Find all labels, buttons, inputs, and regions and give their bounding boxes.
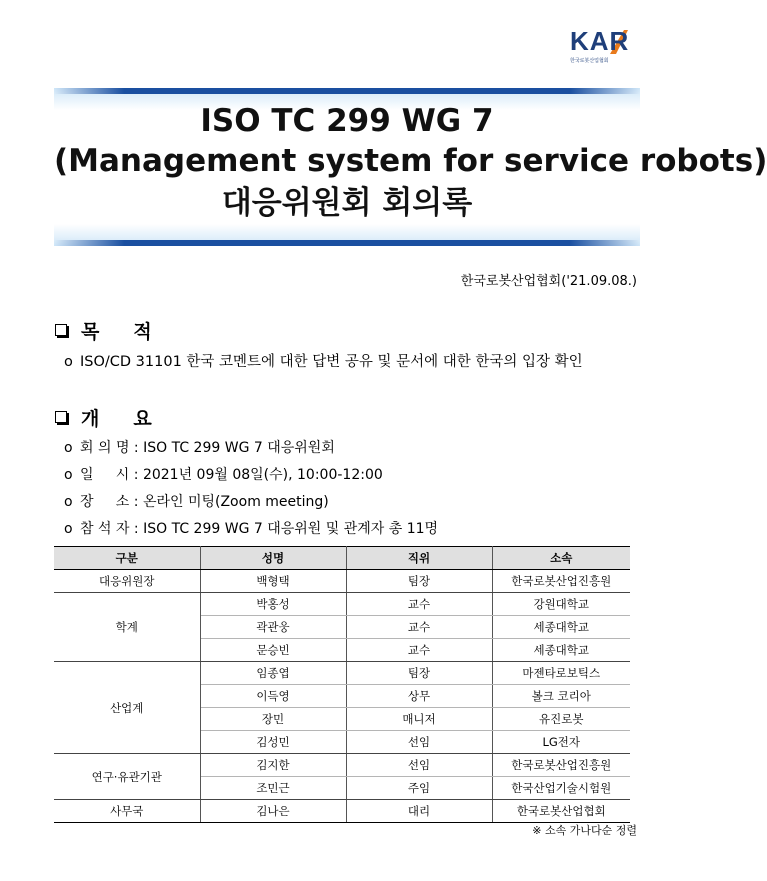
overview-item: o 회 의 명 : ISO TC 299 WG 7 대응위원회 — [64, 437, 335, 457]
position-cell: 교수 — [346, 616, 492, 639]
position-cell: 상무 — [346, 685, 492, 708]
sort-note: ※ 소속 가나다순 정렬 — [532, 824, 637, 837]
overview-item: o 장 소 : 온라인 미팅(Zoom meeting) — [64, 491, 329, 511]
position-cell: 교수 — [346, 639, 492, 662]
table-row — [54, 754, 630, 777]
position-cell: 선임 — [346, 754, 492, 777]
category-cell: 대응위원장 — [54, 570, 200, 593]
logo-letters: KAR — [570, 26, 630, 56]
position-cell: 주임 — [346, 777, 492, 800]
title-banner — [54, 88, 767, 246]
title-line-3: 대응위원회 회의록 — [221, 185, 473, 221]
heading-char: 목 — [81, 321, 100, 343]
name-cell: 김지한 — [200, 754, 346, 777]
bullet-marker: o — [64, 467, 73, 483]
item-label: 장 소 — [80, 494, 130, 510]
bullet-marker: o — [64, 440, 73, 456]
title-line-2: (Management system for service robots) — [54, 143, 767, 179]
position-cell: 팀장 — [346, 570, 492, 593]
item-value: ISO TC 299 WG 7 대응위원 및 관계자 총 11명 — [143, 521, 439, 537]
position-cell: 선임 — [346, 731, 492, 754]
name-cell: 백형택 — [200, 570, 346, 593]
overview-item: o 일 시 : 2021년 09월 08일(수), 10:00-12:00 — [64, 464, 383, 484]
purpose-text — [64, 350, 583, 371]
table-row — [54, 800, 630, 823]
name-cell: 장민 — [200, 708, 346, 731]
affiliation-cell: 마젠타로보틱스 — [492, 662, 630, 685]
item-label: 참 석 자 — [80, 521, 130, 537]
attendee-table — [54, 546, 630, 823]
checkbox-square-icon — [55, 324, 67, 336]
bullet-marker: o — [64, 494, 73, 510]
affiliation-cell: 한국로봇산업진흥원 — [492, 570, 630, 593]
affiliation-cell: LG전자 — [492, 731, 630, 754]
checkbox-square-icon — [55, 411, 67, 423]
section-heading-overview — [55, 404, 152, 431]
position-cell: 팀장 — [346, 662, 492, 685]
header-name: 성명 — [200, 547, 346, 570]
title-line-1: ISO TC 299 WG 7 — [200, 103, 494, 139]
affiliation-cell: 볼크 코리아 — [492, 685, 630, 708]
name-cell: 김나은 — [200, 800, 346, 823]
table-row — [54, 662, 630, 685]
affiliation-cell: 강원대학교 — [492, 593, 630, 616]
document-meta: 한국로봇산업협회('21.09.08.) — [460, 274, 637, 289]
affiliation-cell: 유진로봇 — [492, 708, 630, 731]
header-category: 구분 — [54, 547, 200, 570]
table-row — [54, 570, 630, 593]
name-cell: 문승빈 — [200, 639, 346, 662]
table-row — [54, 593, 630, 616]
name-cell: 김성민 — [200, 731, 346, 754]
logo-subtitle: 한국로봇산업협회 — [570, 58, 609, 64]
name-cell: 조민근 — [200, 777, 346, 800]
category-cell: 연구·유관기관 — [54, 754, 200, 800]
affiliation-cell: 한국로봇산업진흥원 — [492, 754, 630, 777]
position-cell: 매니저 — [346, 708, 492, 731]
section-heading-purpose — [55, 317, 152, 344]
item-label: 회 의 명 — [80, 440, 130, 456]
heading-char: 개 — [81, 408, 100, 430]
name-cell: 임종엽 — [200, 662, 346, 685]
name-cell: 곽관웅 — [200, 616, 346, 639]
purpose-value: ISO/CD 31101 한국 코멘트에 대한 답변 공유 및 문서에 대한 한국의 입장 확인 — [80, 354, 583, 370]
position-cell: 대리 — [346, 800, 492, 823]
item-value: 온라인 미팅(Zoom meeting) — [142, 494, 329, 510]
table-header-row — [54, 547, 630, 570]
header-affiliation: 소속 — [492, 547, 630, 570]
affiliation-cell: 한국산업기술시험원 — [492, 777, 630, 800]
bullet-marker: o — [64, 521, 73, 537]
heading-char: 적 — [133, 321, 152, 343]
header-position: 직위 — [346, 547, 492, 570]
bullet-marker: o — [64, 354, 73, 370]
item-value: 2021년 09월 08일(수), 10:00-12:00 — [142, 467, 383, 483]
item-label: 일 시 — [80, 467, 130, 483]
affiliation-cell: 세종대학교 — [492, 616, 630, 639]
affiliation-cell: 세종대학교 — [492, 639, 630, 662]
category-cell: 사무국 — [54, 800, 200, 823]
name-cell: 이득영 — [200, 685, 346, 708]
category-cell: 학계 — [54, 593, 200, 662]
overview-item: o 참 석 자 : ISO TC 299 WG 7 대응위원 및 관계자 총 11명 — [64, 518, 438, 538]
position-cell: 교수 — [346, 593, 492, 616]
kar-logo — [566, 24, 640, 68]
affiliation-cell: 한국로봇산업협회 — [492, 800, 630, 823]
name-cell: 박홍성 — [200, 593, 346, 616]
item-value: ISO TC 299 WG 7 대응위원회 — [143, 440, 335, 456]
heading-char: 요 — [133, 408, 152, 430]
category-cell: 산업계 — [54, 662, 200, 754]
